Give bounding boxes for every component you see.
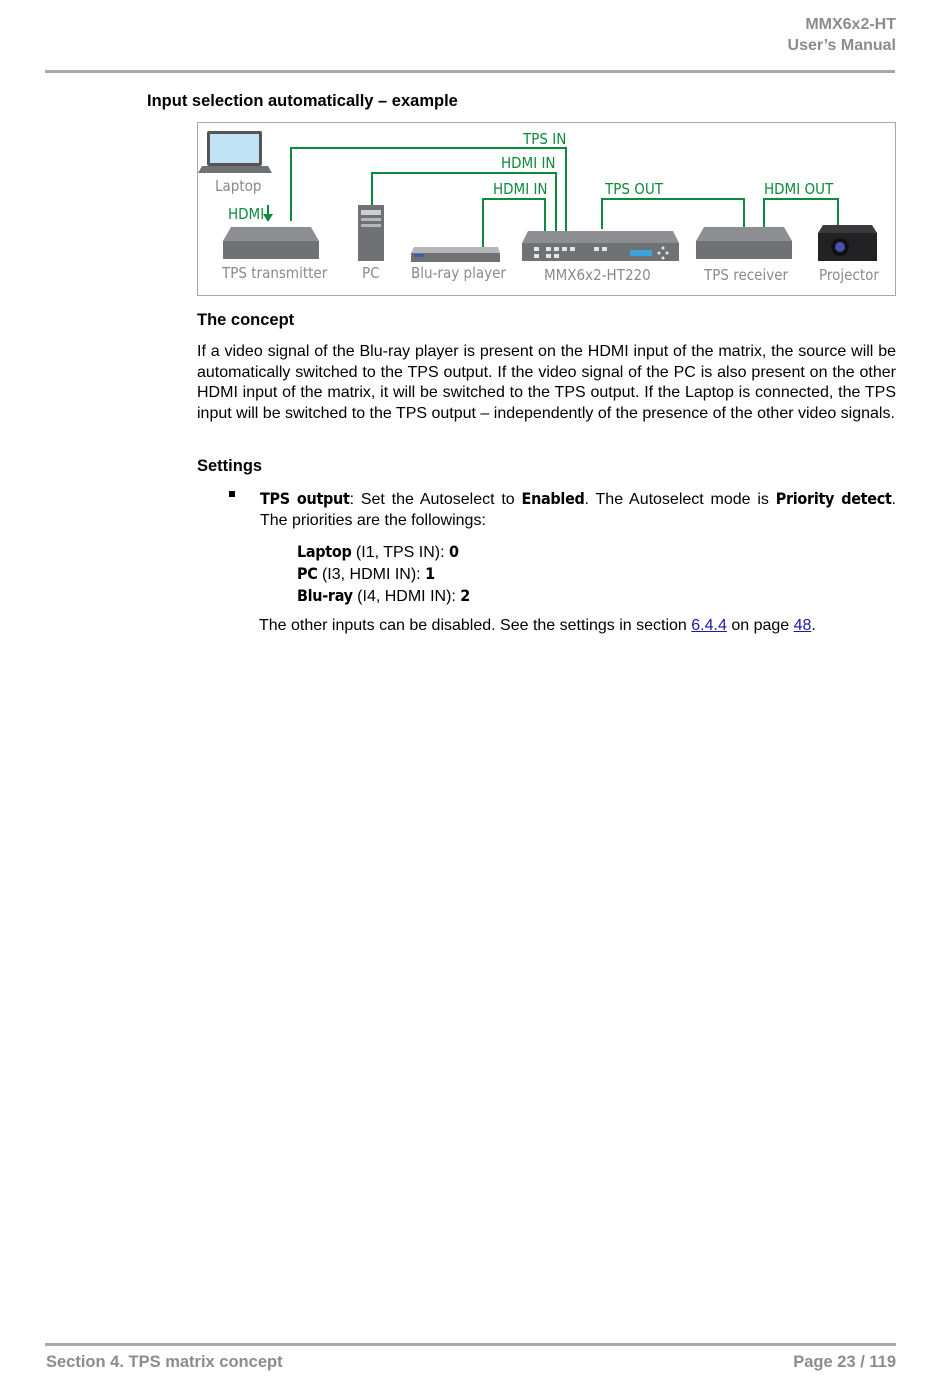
hdmi-out-line <box>764 199 838 229</box>
priority-item <box>297 563 435 586</box>
label-hdmi-out: HDMI OUT <box>764 180 834 198</box>
priority-name: PC <box>297 564 318 583</box>
laptop-hdmi-arrow <box>263 214 273 222</box>
header-rule <box>45 70 895 73</box>
device-projector: Projector <box>819 266 879 284</box>
label-hdmi-in-2: HDMI IN <box>493 180 548 198</box>
tps-transmitter-icon <box>223 227 319 259</box>
page-link[interactable]: 48 <box>793 617 812 634</box>
header-doc-type: User’s Manual <box>787 37 896 54</box>
section-link[interactable]: 6.4.4 <box>691 617 727 634</box>
tps-out-line <box>602 199 744 229</box>
connection-diagram <box>197 122 896 296</box>
note-text-3: . <box>811 617 816 634</box>
device-tps-transmitter: TPS transmitter <box>222 264 328 282</box>
priority-name: Laptop <box>297 542 352 561</box>
priority-name: Blu-ray <box>297 586 353 605</box>
priority-value: 2 <box>460 586 471 605</box>
priority-detail: (I1, TPS IN): <box>351 544 449 561</box>
note-text-1: The other inputs can be disabled. See the settings in section <box>259 617 692 634</box>
concept-paragraph: If a video signal of the Blu-ray player is present on the HDMI input of the matrix, the source will be automatically switched to the TPS output. If the video signal of the PC is also present on the other HDMI input of the matrix, it will be switched to the TPS output. If the Laptop is connected, the TPS input will be switched to the TPS output – independently of the presence of the other video signals. <box>197 343 896 422</box>
laptop-icon <box>198 131 272 173</box>
header-product: MMX6x2-HT <box>805 16 896 33</box>
footer-rule <box>45 1343 896 1346</box>
pc-icon <box>358 205 384 261</box>
diagram-svg <box>198 123 895 295</box>
matrix-icon <box>522 231 679 261</box>
device-matrix: MMX6x2-HT220 <box>544 266 651 284</box>
tps-receiver-icon <box>696 227 792 259</box>
settings-heading: Settings <box>197 457 263 475</box>
page-header <box>788 14 896 56</box>
bullet-enabled: Enabled <box>521 489 585 508</box>
priority-item <box>297 585 470 608</box>
label-hdmi-in-1: HDMI IN <box>501 154 556 172</box>
priority-value: 0 <box>448 542 459 561</box>
label-tps-in: TPS IN <box>523 130 567 148</box>
note-text-2: on page <box>726 617 794 634</box>
bullet-text-3: . The priorities are the followings: <box>260 491 896 529</box>
bullet-mode: Priority detect <box>775 489 892 508</box>
bluray-icon <box>411 247 500 262</box>
priority-value: 1 <box>425 564 435 583</box>
concept-heading: The concept <box>197 311 295 329</box>
section-heading: Input selection automatically – example <box>147 92 458 110</box>
other-inputs-note <box>259 617 816 635</box>
priority-detail: (I3, HDMI IN): <box>317 566 426 583</box>
priority-detail: (I4, HDMI IN): <box>352 588 461 605</box>
device-bluray: Blu-ray player <box>411 264 506 282</box>
bullet-text-2: . The Autoselect mode is <box>584 491 776 508</box>
priority-item <box>297 541 459 564</box>
device-laptop: Laptop <box>215 177 262 195</box>
footer-page-number: Page 23 / 119 <box>793 1353 896 1371</box>
bullet-label: TPS output <box>260 489 350 508</box>
label-laptop-hdmi: HDMI <box>228 205 265 223</box>
projector-icon <box>818 225 877 261</box>
label-tps-out: TPS OUT <box>605 180 663 198</box>
device-pc: PC <box>362 264 380 282</box>
device-tps-receiver: TPS receiver <box>704 266 789 284</box>
tps-output-bullet <box>260 488 896 531</box>
bullet-text-1: : Set the Autoselect to <box>349 491 522 508</box>
bullet-marker <box>229 491 235 497</box>
footer-section: Section 4. TPS matrix concept <box>46 1353 283 1371</box>
